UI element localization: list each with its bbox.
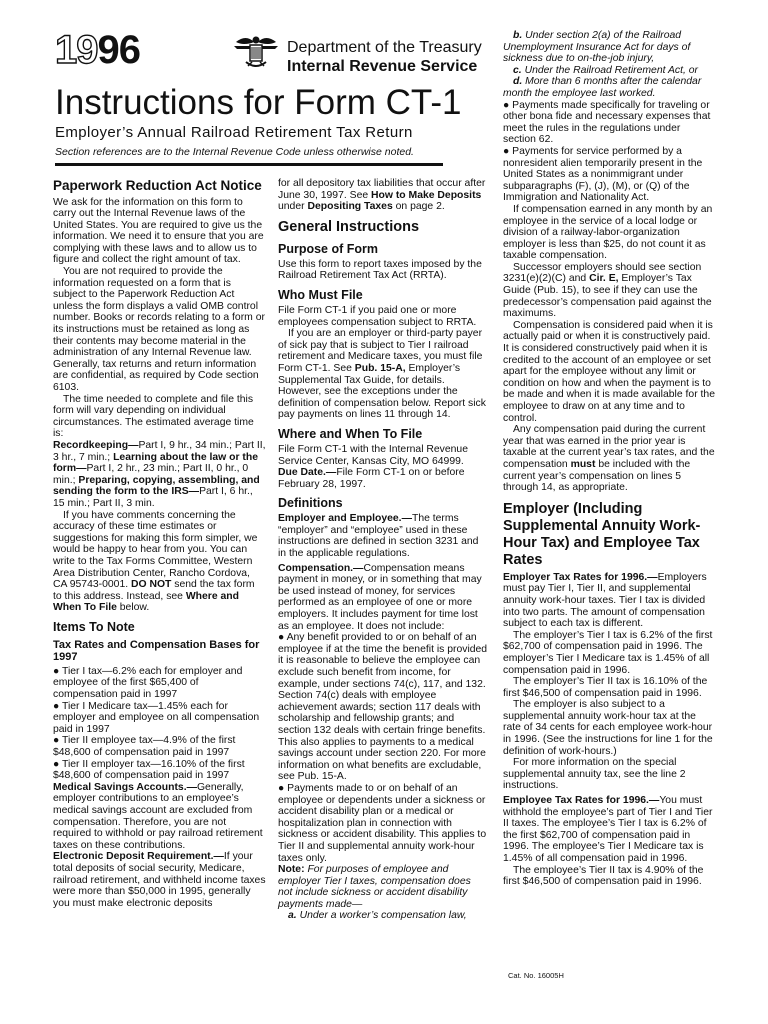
section-reference-note: Section references are to the Internal Revenue Code unless otherwise noted. xyxy=(55,146,414,158)
list-item: ● Payments made specifically for traveling or other bona fide and necessary expenses that meet the rules in the regulations under section 62. xyxy=(503,99,711,146)
paragraph: If you have comments concerning the accuracy of these time estimates or suggestions for making this form simpler, we would be happy to hear from you. You can write to the Tax Forms Committee, Western Area Distribution Center, Rancho Cordova, CA 95743-0001. DO NOT send the tax form to this address. Instead, see Where and When To File below. xyxy=(53,509,258,614)
list-item: c. Under the Railroad Retirement Act, or xyxy=(513,64,699,76)
who-must-file-heading: Who Must File xyxy=(278,287,363,302)
tax-rates-section-heading: Employer (Including Supplemental Annuity Work-Hour Tax) and Employee Tax Rates xyxy=(503,500,701,568)
paragraph: We ask for the information on this form to carry out the Internal Revenue laws of the United States. You are required to give us the information. We need it to ensure that you are complying with these laws and to allow us to figure and collect the right amount of tax. xyxy=(53,196,264,266)
page-subtitle: Employer’s Annual Railroad Retirement Tax Return xyxy=(55,124,413,141)
paragraph: If compensation earned in any month by an employee in the service of a local lodge or division of a railway-labor-organization employer is less than $25, do not count it as taxable compensation. xyxy=(503,203,713,262)
general-instructions-heading: General Instructions xyxy=(278,218,420,235)
paragraph: The time needed to complete and file this form will vary depending on individual circumstances. The estimated average time is: xyxy=(53,393,254,440)
paragraph: If you are an employer or third-party payer of sick pay that is subject to Tier I railroad retirement and Medicare taxes, you must file Form CT-1. See Pub. 15-A, Employer’s Supplemental Tax Guide, for details. However, see the exceptions under the definition of compensation below. Report sick pay payments on lines 11 through 14. xyxy=(278,328,486,421)
items-to-note-heading: Items To Note xyxy=(53,619,135,634)
paragraph: Employer and Employee.—The terms “employer” and “employee” used in these instructions are defined in section 3231 and in the applicable regulations. xyxy=(278,513,479,560)
paragraph: The employee’s Tier II tax is 4.90% of the first $46,500 of compensation paid in 1996. xyxy=(503,864,704,888)
paragraph: The employer’s Tier I tax is 6.2% of the first $62,700 of compensation paid in 1996. The employer’s Tier I Medicare tax is 1.45% of all compensation paid in 1996. xyxy=(503,629,713,676)
paragraph: You are not required to provide the information requested on a form that is subject to the Paperwork Reduction Act unless the form displays a valid OMB control number. Books or records relating to a form or its instructions must be retained as long as their contents may become material in the administration of any Internal Revenue law. Generally, tax returns and return information are confidential, as required by Code section 6103. xyxy=(53,266,265,393)
list-item: ● Tier II employee tax—4.9% of the first $48,600 of compensation paid in 1997 xyxy=(53,735,236,759)
paperwork-heading: Paperwork Reduction Act Notice xyxy=(53,178,262,193)
paragraph: The employer’s Tier II tax is 16.10% of the first $46,500 of compensation paid in 1996. xyxy=(503,676,708,699)
list-item: ● Any benefit provided to or on behalf of an employee if at the time the benefit is provided it is reasonable to believe the employee can exclude such benefit from income, for example, under sections 74(c), 117, and 132. Section 74(c) deals with employee achievement awards; section 117 deals with scholarship and fellowship grants; and section 132 deals with certain fringe benefits. This also applies to payments to a medical savings account under section 220. For more information on what benefits are excludable, see Pub. 15-A. xyxy=(278,632,488,783)
tax-rates-heading: Tax Rates and Compensation Bases for 1997 xyxy=(53,638,260,664)
form-year: 1996 xyxy=(55,28,140,72)
paragraph: File Form CT-1 with the Internal Revenue Service Center, Kansas City, MO 64999. xyxy=(278,443,468,467)
page-title: Instructions for Form CT-1 xyxy=(55,83,462,122)
list-item: ● Tier I Medicare tax—1.45% each for employer and employee on all compensation paid in 1997 xyxy=(53,700,260,735)
agency-block xyxy=(287,38,482,76)
time-estimates: Recordkeeping—Part I, 9 hr., 34 min.; Part II, 3 hr., 7 min.; Learning about the law or the form—Part I, 2 hr., 23 min.; Part II, 0 hr., 0 min.; Preparing, copying, assembling, and sending the form to the IRS—Part I, 6 hr., 15 min.; Part II, 3 min. xyxy=(53,439,266,509)
paragraph: File Form CT-1 if you paid one or more employees compensation subject to RRTA. xyxy=(278,304,477,328)
list-item: b. Under section 2(a) of the Railroad Unemployment Insurance Act for days of sickness due to on-the-job injury, xyxy=(503,30,691,65)
paragraph: Use this form to report taxes imposed by the Railroad Retirement Tax Act (RRTA). xyxy=(278,258,482,282)
note: Note: For purposes of employee and employer Tier I taxes, compensation does not include sickness or accident disability payments made— xyxy=(278,864,471,910)
where-when-heading: Where and When To File xyxy=(278,426,423,441)
paragraph: For more information on the special supplemental annuity tax, see the line 2 instructions. xyxy=(503,757,686,792)
list-item: ● Payments made to or on behalf of an employee or dependents under a sickness or accident disability plan or a medical or hospitalization plan in connection with sickness or accident disability. This applies to Tier II and supplemental annuity work-hour taxes only. xyxy=(278,782,487,864)
paragraph: Electronic Deposit Requirement.—If your total deposits of social security, Medicare, railroad retirement, and withheld income taxes were more than $50,000 in 1995, generally you must make electronic deposits xyxy=(53,851,266,909)
agency-name: Internal Revenue Service xyxy=(287,58,478,75)
catalog-number: Cat. No. 16005H xyxy=(508,971,564,980)
purpose-heading: Purpose of Form xyxy=(278,241,379,256)
paragraph: Successor employers should see section 3231(e)(2)(C) and Cir. E, Employer’s Tax Guide (Pub. 15), to see if they can use the predecessor’s compensation paid against the maximums. xyxy=(503,261,712,320)
treasury-eagle-logo-icon xyxy=(232,32,280,72)
department-name: Department of the Treasury xyxy=(287,39,482,56)
definitions-heading: Definitions xyxy=(278,496,343,511)
paragraph: Due Date.—File Form CT-1 on or before February 28, 1997. xyxy=(278,467,465,490)
list-item: ● Tier II employer tax—16.10% of the first $48,600 of compensation paid in 1997 xyxy=(53,758,245,782)
column-3 xyxy=(503,30,715,888)
header-divider xyxy=(55,163,443,166)
list-item: a. Under a worker’s compensation law, xyxy=(288,910,467,922)
paragraph: Employee Tax Rates for 1996.—You must withhold the employee’s part of Tier I and Tier II taxes. The employee’s Tier I tax is 6.2% of the first $62,700 of compensation paid in 1996. The employee’s Tier I Medicare tax is 1.45% of all compensation paid in 1996. xyxy=(503,795,713,864)
paragraph: Employer Tax Rates for 1996.—Employers must pay Tier I, Tier II, and supplemental annuity work-hour taxes. Tier I tax is divided into two parts. The amount of compensation subject to each tax is different. xyxy=(503,571,707,630)
paragraph: The employer is also subject to a supplemental annuity work-hour tax at the rate of 34 cents for each employee work-hour in 1996. (See the instructions for line 1 for the definition of work-hours.) xyxy=(503,699,713,757)
list-item: d. More than 6 months after the calendar month the employee last worked. xyxy=(503,76,702,99)
column-2 xyxy=(278,178,488,922)
paragraph: Compensation.—Compensation means payment in money, or in something that may be used instead of money, for services performed as an employee of one or more employers. It includes payment for time lost as an employee. It does not include: xyxy=(278,562,482,632)
list-item: ● Tier I tax—6.2% each for employer and employee of the first $65,400 of compensation paid in 1997 xyxy=(53,665,243,701)
paragraph: Compensation is considered paid when it is actually paid or when it is constructively paid. It is considered constructively paid when it is credited to the account of an employee or set apart for the employee without any limit or condition on how and when the payment is to be made and when it is made available for the employee to draw on at any time and to control. xyxy=(503,319,715,424)
paragraph: for all depository tax liabilities that occur after June 30, 1997. See How to Make Deposits under Depositing Taxes on page 2. xyxy=(278,178,486,213)
paragraph: Medical Savings Accounts.—Generally, employer contributions to an employee’s medical savings account are excluded from compensation. Therefore, you are not required to withhold or pay railroad retirement taxes on these contributions. xyxy=(53,781,263,851)
column-1 xyxy=(53,178,266,909)
list-item: ● Payments for service performed by a nonresident alien temporarily present in the United States as a nonimmigrant under subparagraphs (F), (J), (M), or (Q) of the Immigration and Nationality Act. xyxy=(503,145,703,204)
paragraph: Any compensation paid during the current year that was earned in the prior year is taxable at the current year’s tax rates, and the compensation must be included with the current year’s compensation on lines 5 through 14, as appropriate. xyxy=(503,424,715,494)
